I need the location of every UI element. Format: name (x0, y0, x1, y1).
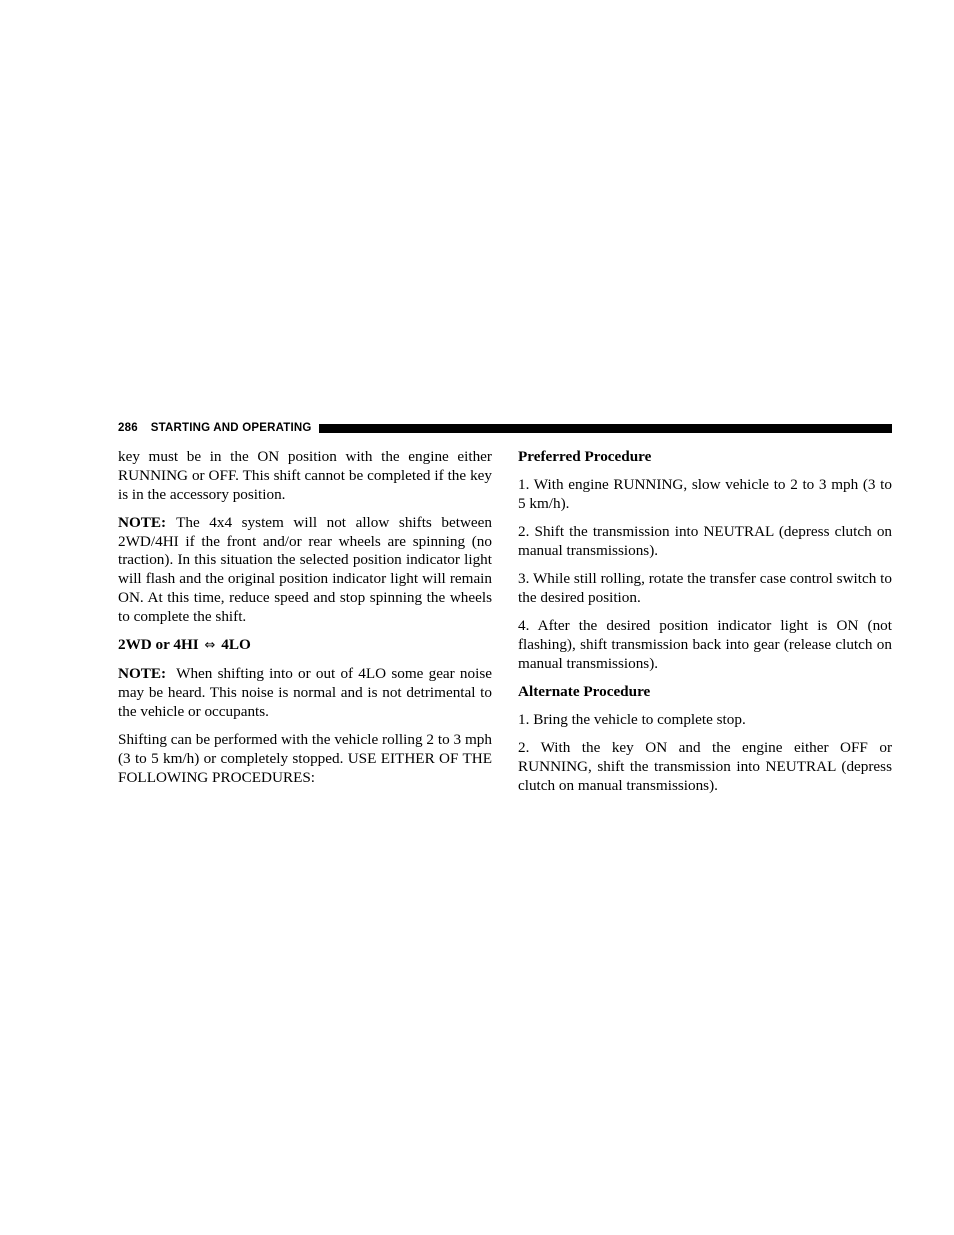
paragraph-shifting: Shifting can be performed with the vehicle rolling 2 to 3 mph (3 to 5 km/h) or completely stopped. USE EITHER OF THE FOLLOWING PROCEDURES: (118, 730, 492, 786)
header-rule (319, 424, 892, 433)
note-label: NOTE: (118, 665, 167, 683)
page-number: 286 (118, 422, 138, 434)
alternate-procedure-heading: Alternate Procedure (518, 682, 651, 700)
note-traction (118, 514, 492, 627)
page-header (118, 420, 892, 436)
preferred-procedure-heading: Preferred Procedure (518, 448, 652, 465)
right-column (518, 448, 892, 805)
note-text: When shifting into or out of 4LO some gear noise may be heard. This noise is normal and is not detrimental to the vehicle or occupants. (118, 665, 492, 720)
procedure-step: 2. With the key ON and the engine either OFF or RUNNING, shift the transmission into NEUTRAL (depress clutch on manual transmissions). (518, 739, 892, 794)
procedure-step: 3. While still rolling, rotate the transfer case control switch to the desired position. (518, 570, 892, 606)
procedure-step: 1. Bring the vehicle to complete stop. (518, 711, 746, 729)
procedure-step: 2. Shift the transmission into NEUTRAL (depress clutch on manual transmissions). (518, 523, 892, 559)
heading-part-4lo: 4LO (221, 635, 251, 653)
paragraph-continuation: key must be in the ON position with the engine either RUNNING or OFF. This shift cannot be completed if the key is in the accessory position. (118, 448, 492, 503)
heading-part-2wd-4hi: 2WD or 4HI (118, 635, 199, 653)
left-column (118, 448, 492, 797)
note-label: NOTE: (118, 513, 167, 531)
procedure-step: 1. With engine RUNNING, slow vehicle to 2 to 3 mph (3 to 5 km/h). (518, 476, 892, 512)
note-text: The 4x4 system will not allow shifts between 2WD/4HI if the front and/or rear wheels are spinning (no traction). In this situation the selected position indicator light will flash and the original position indicator light will remain ON. At this time, reduce speed and stop spinning the wheels to complete the shift. (118, 513, 492, 625)
section-title: STARTING AND OPERATING (150, 422, 312, 434)
note-gear-noise (118, 665, 492, 721)
procedure-step: 4. After the desired position indicator light is ON (not flashing), shift transmission back into gear (release clutch on manual transmissions). (518, 617, 892, 672)
double-arrow-icon: ⇔ (204, 637, 216, 653)
section-heading-4lo (118, 636, 492, 656)
